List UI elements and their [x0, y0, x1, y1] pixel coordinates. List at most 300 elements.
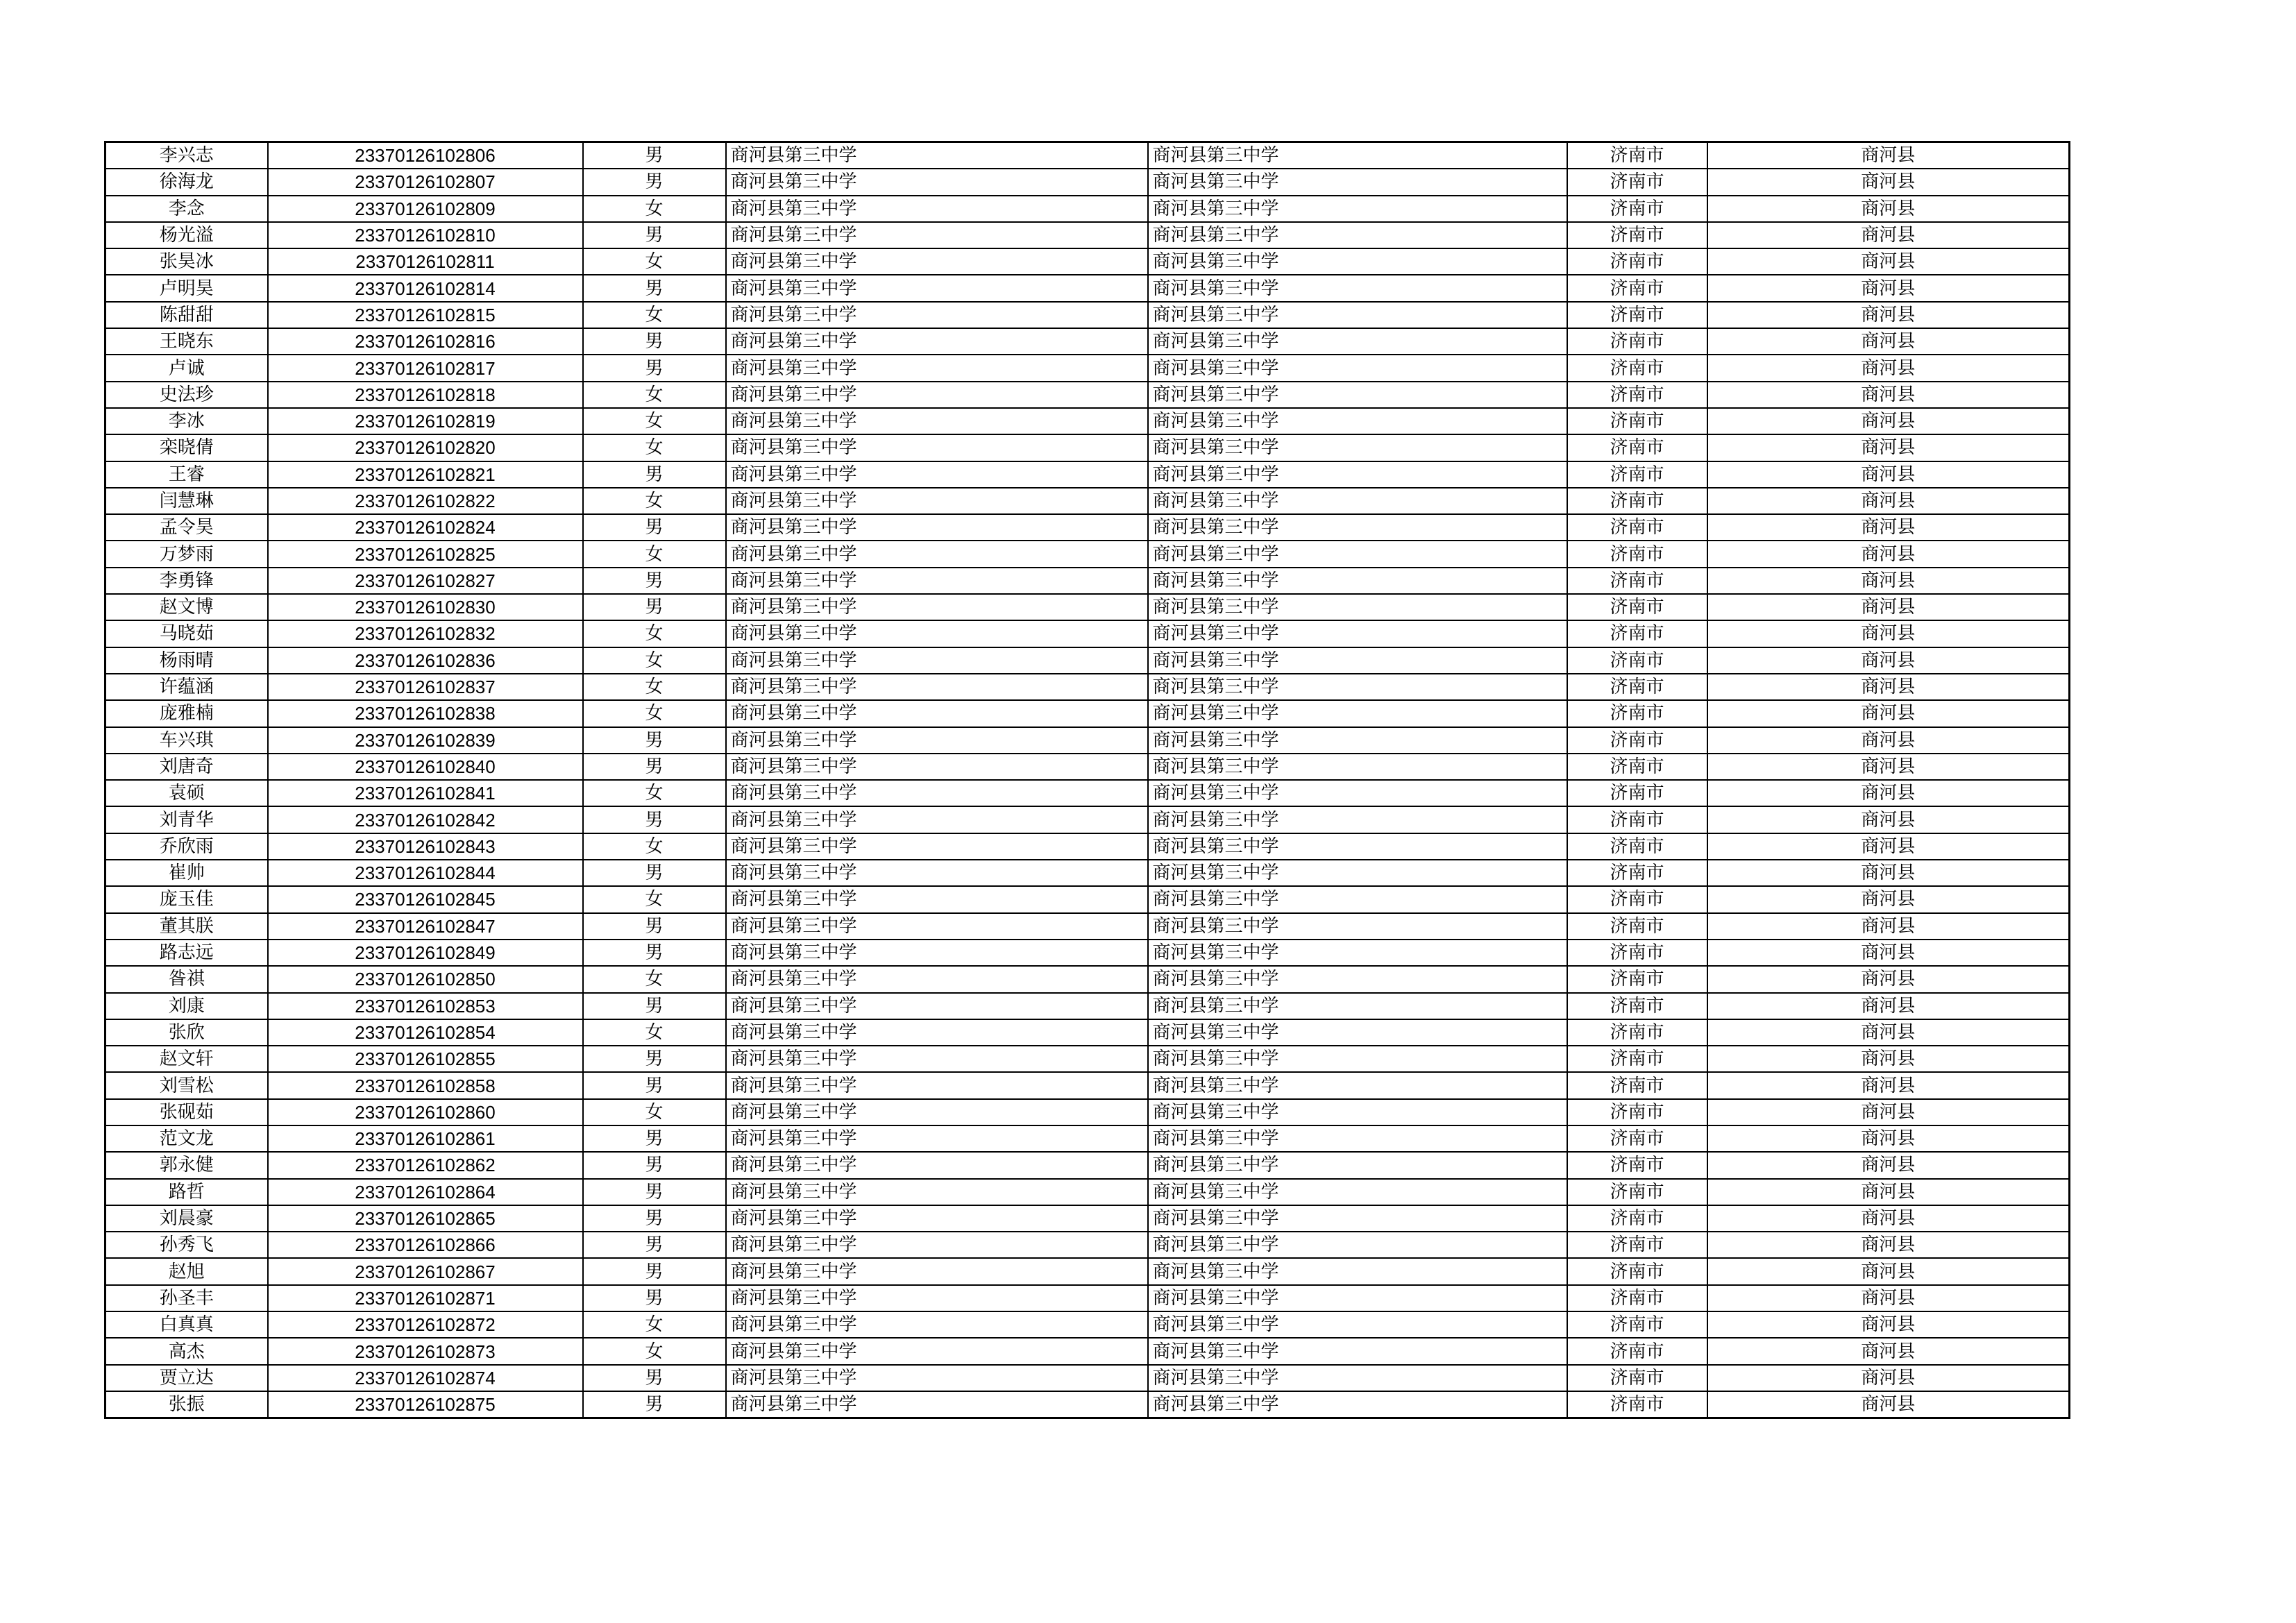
table-row [105, 355, 2070, 381]
cell-city: 济南市 [1567, 1125, 1707, 1152]
cell-city: 济南市 [1567, 674, 1707, 700]
cell-school2: 商河县第三中学 [1148, 674, 1567, 700]
cell-school: 商河县第三中学 [726, 860, 1148, 886]
cell-county: 商河县 [1707, 647, 2070, 674]
cell-name: 马晓茹 [105, 620, 268, 647]
cell-gender: 男 [583, 727, 726, 754]
cell-school: 商河县第三中学 [726, 913, 1148, 940]
table-row [105, 674, 2070, 700]
cell-school: 商河县第三中学 [726, 886, 1148, 912]
table-row [105, 1391, 2070, 1418]
table-row [105, 1365, 2070, 1391]
cell-county: 商河县 [1707, 1179, 2070, 1205]
cell-name: 李冰 [105, 408, 268, 434]
cell-id: 23370126102827 [268, 568, 583, 594]
cell-school: 商河县第三中学 [726, 727, 1148, 754]
cell-name: 白真真 [105, 1311, 268, 1338]
cell-city: 济南市 [1567, 700, 1707, 726]
cell-name: 刘晨豪 [105, 1205, 268, 1232]
cell-school: 商河县第三中学 [726, 993, 1148, 1019]
table-row [105, 806, 2070, 833]
cell-gender: 男 [583, 1365, 726, 1391]
cell-city: 济南市 [1567, 1311, 1707, 1338]
cell-school: 商河县第三中学 [726, 1311, 1148, 1338]
cell-city: 济南市 [1567, 780, 1707, 806]
cell-school: 商河县第三中学 [726, 1152, 1148, 1178]
cell-id: 23370126102837 [268, 674, 583, 700]
cell-county: 商河县 [1707, 196, 2070, 222]
cell-school: 商河县第三中学 [726, 806, 1148, 833]
cell-id: 23370126102855 [268, 1046, 583, 1072]
cell-school2: 商河县第三中学 [1148, 568, 1567, 594]
table-row [105, 514, 2070, 541]
cell-school: 商河县第三中学 [726, 940, 1148, 966]
cell-city: 济南市 [1567, 514, 1707, 541]
cell-name: 张振 [105, 1391, 268, 1418]
cell-id: 23370126102822 [268, 488, 583, 514]
cell-name: 杨雨晴 [105, 647, 268, 674]
cell-county: 商河县 [1707, 1365, 2070, 1391]
cell-id: 23370126102866 [268, 1232, 583, 1258]
cell-county: 商河县 [1707, 886, 2070, 912]
cell-school2: 商河县第三中学 [1148, 541, 1567, 567]
cell-city: 济南市 [1567, 434, 1707, 461]
cell-name: 赵文博 [105, 594, 268, 620]
table-row [105, 780, 2070, 806]
cell-city: 济南市 [1567, 196, 1707, 222]
cell-school: 商河县第三中学 [726, 222, 1148, 248]
cell-id: 23370126102821 [268, 461, 583, 488]
cell-gender: 男 [583, 169, 726, 195]
cell-gender: 女 [583, 966, 726, 992]
cell-name: 路哲 [105, 1179, 268, 1205]
cell-school: 商河县第三中学 [726, 1072, 1148, 1098]
cell-county: 商河县 [1707, 594, 2070, 620]
cell-gender: 男 [583, 1391, 726, 1418]
cell-name: 昝祺 [105, 966, 268, 992]
cell-county: 商河县 [1707, 328, 2070, 355]
cell-id: 23370126102850 [268, 966, 583, 992]
cell-id: 23370126102875 [268, 1391, 583, 1418]
cell-city: 济南市 [1567, 1179, 1707, 1205]
cell-county: 商河县 [1707, 514, 2070, 541]
cell-gender: 男 [583, 1205, 726, 1232]
cell-gender: 男 [583, 594, 726, 620]
cell-name: 史法珍 [105, 382, 268, 408]
cell-id: 23370126102841 [268, 780, 583, 806]
cell-gender: 男 [583, 1285, 726, 1311]
cell-name: 崔帅 [105, 860, 268, 886]
cell-school2: 商河县第三中学 [1148, 382, 1567, 408]
cell-county: 商河县 [1707, 1152, 2070, 1178]
cell-school2: 商河县第三中学 [1148, 488, 1567, 514]
cell-school2: 商河县第三中学 [1148, 966, 1567, 992]
cell-gender: 男 [583, 1046, 726, 1072]
cell-id: 23370126102871 [268, 1285, 583, 1311]
cell-school2: 商河县第三中学 [1148, 700, 1567, 726]
cell-city: 济南市 [1567, 754, 1707, 780]
cell-school2: 商河县第三中学 [1148, 727, 1567, 754]
cell-school: 商河县第三中学 [726, 1258, 1148, 1284]
cell-gender: 女 [583, 248, 726, 275]
cell-name: 王睿 [105, 461, 268, 488]
cell-name: 李兴志 [105, 142, 268, 169]
cell-id: 23370126102820 [268, 434, 583, 461]
cell-school2: 商河县第三中学 [1148, 1258, 1567, 1284]
cell-school2: 商河县第三中学 [1148, 754, 1567, 780]
cell-gender: 男 [583, 514, 726, 541]
cell-school: 商河县第三中学 [726, 1205, 1148, 1232]
table-row [105, 1152, 2070, 1178]
cell-school2: 商河县第三中学 [1148, 647, 1567, 674]
cell-city: 济南市 [1567, 913, 1707, 940]
cell-id: 23370126102872 [268, 1311, 583, 1338]
table-row [105, 1285, 2070, 1311]
cell-gender: 男 [583, 913, 726, 940]
cell-school2: 商河县第三中学 [1148, 514, 1567, 541]
cell-gender: 女 [583, 780, 726, 806]
table-row [105, 1258, 2070, 1284]
cell-name: 许蕴涵 [105, 674, 268, 700]
cell-gender: 男 [583, 275, 726, 301]
cell-school2: 商河县第三中学 [1148, 169, 1567, 195]
cell-county: 商河县 [1707, 674, 2070, 700]
cell-school2: 商河县第三中学 [1148, 461, 1567, 488]
cell-city: 济南市 [1567, 328, 1707, 355]
cell-school2: 商河县第三中学 [1148, 833, 1567, 860]
cell-school: 商河县第三中学 [726, 142, 1148, 169]
cell-school: 商河县第三中学 [726, 248, 1148, 275]
cell-school2: 商河县第三中学 [1148, 142, 1567, 169]
cell-city: 济南市 [1567, 1338, 1707, 1364]
cell-city: 济南市 [1567, 275, 1707, 301]
cell-school: 商河县第三中学 [726, 328, 1148, 355]
cell-city: 济南市 [1567, 1046, 1707, 1072]
cell-school2: 商河县第三中学 [1148, 222, 1567, 248]
cell-school2: 商河县第三中学 [1148, 1125, 1567, 1152]
cell-city: 济南市 [1567, 806, 1707, 833]
cell-county: 商河县 [1707, 355, 2070, 381]
cell-gender: 女 [583, 488, 726, 514]
cell-school: 商河县第三中学 [726, 1125, 1148, 1152]
cell-id: 23370126102864 [268, 1179, 583, 1205]
cell-name: 孙秀飞 [105, 1232, 268, 1258]
cell-name: 庞雅楠 [105, 700, 268, 726]
cell-county: 商河县 [1707, 620, 2070, 647]
cell-county: 商河县 [1707, 993, 2070, 1019]
cell-name: 庞玉佳 [105, 886, 268, 912]
cell-gender: 男 [583, 568, 726, 594]
cell-gender: 男 [583, 1232, 726, 1258]
cell-school2: 商河县第三中学 [1148, 1019, 1567, 1046]
cell-school2: 商河县第三中学 [1148, 940, 1567, 966]
cell-school2: 商河县第三中学 [1148, 1391, 1567, 1418]
cell-id: 23370126102839 [268, 727, 583, 754]
cell-id: 23370126102865 [268, 1205, 583, 1232]
cell-gender: 女 [583, 620, 726, 647]
cell-gender: 女 [583, 302, 726, 328]
table-row [105, 1205, 2070, 1232]
cell-school: 商河县第三中学 [726, 1391, 1148, 1418]
cell-city: 济南市 [1567, 1365, 1707, 1391]
cell-school: 商河县第三中学 [726, 568, 1148, 594]
cell-id: 23370126102816 [268, 328, 583, 355]
cell-school2: 商河县第三中学 [1148, 328, 1567, 355]
cell-county: 商河县 [1707, 833, 2070, 860]
cell-school: 商河县第三中学 [726, 620, 1148, 647]
cell-school: 商河县第三中学 [726, 434, 1148, 461]
cell-id: 23370126102815 [268, 302, 583, 328]
table-row [105, 1311, 2070, 1338]
cell-id: 23370126102838 [268, 700, 583, 726]
cell-gender: 男 [583, 461, 726, 488]
cell-gender: 男 [583, 355, 726, 381]
cell-county: 商河县 [1707, 434, 2070, 461]
cell-city: 济南市 [1567, 886, 1707, 912]
cell-name: 张砚茹 [105, 1099, 268, 1125]
cell-id: 23370126102809 [268, 196, 583, 222]
table-row [105, 754, 2070, 780]
cell-name: 车兴琪 [105, 727, 268, 754]
cell-gender: 女 [583, 408, 726, 434]
cell-school: 商河县第三中学 [726, 647, 1148, 674]
cell-city: 济南市 [1567, 382, 1707, 408]
cell-county: 商河县 [1707, 1019, 2070, 1046]
cell-gender: 男 [583, 806, 726, 833]
cell-gender: 女 [583, 1338, 726, 1364]
cell-county: 商河县 [1707, 913, 2070, 940]
cell-school2: 商河县第三中学 [1148, 248, 1567, 275]
cell-school: 商河县第三中学 [726, 514, 1148, 541]
cell-id: 23370126102832 [268, 620, 583, 647]
cell-gender: 女 [583, 1099, 726, 1125]
cell-county: 商河县 [1707, 408, 2070, 434]
cell-school: 商河县第三中学 [726, 488, 1148, 514]
table-row [105, 248, 2070, 275]
cell-name: 王晓东 [105, 328, 268, 355]
cell-county: 商河县 [1707, 1046, 2070, 1072]
cell-gender: 女 [583, 833, 726, 860]
cell-school: 商河县第三中学 [726, 382, 1148, 408]
cell-name: 李念 [105, 196, 268, 222]
cell-school2: 商河县第三中学 [1148, 1072, 1567, 1098]
cell-id: 23370126102817 [268, 355, 583, 381]
cell-gender: 男 [583, 940, 726, 966]
table-row [105, 275, 2070, 301]
cell-city: 济南市 [1567, 222, 1707, 248]
cell-name: 刘唐奇 [105, 754, 268, 780]
cell-name: 陈甜甜 [105, 302, 268, 328]
cell-school: 商河县第三中学 [726, 1019, 1148, 1046]
cell-school2: 商河县第三中学 [1148, 1285, 1567, 1311]
cell-name: 闫慧琳 [105, 488, 268, 514]
cell-city: 济南市 [1567, 727, 1707, 754]
cell-gender: 女 [583, 886, 726, 912]
cell-school2: 商河县第三中学 [1148, 1046, 1567, 1072]
cell-id: 23370126102842 [268, 806, 583, 833]
cell-school2: 商河县第三中学 [1148, 302, 1567, 328]
cell-name: 杨光溢 [105, 222, 268, 248]
cell-city: 济南市 [1567, 302, 1707, 328]
table-row [105, 382, 2070, 408]
cell-id: 23370126102825 [268, 541, 583, 567]
cell-school2: 商河县第三中学 [1148, 1099, 1567, 1125]
cell-city: 济南市 [1567, 169, 1707, 195]
cell-id: 23370126102819 [268, 408, 583, 434]
cell-school2: 商河县第三中学 [1148, 1179, 1567, 1205]
cell-id: 23370126102836 [268, 647, 583, 674]
table-row [105, 488, 2070, 514]
cell-county: 商河县 [1707, 940, 2070, 966]
cell-city: 济南市 [1567, 993, 1707, 1019]
cell-gender: 女 [583, 434, 726, 461]
cell-county: 商河县 [1707, 1285, 2070, 1311]
cell-school: 商河县第三中学 [726, 275, 1148, 301]
cell-school2: 商河县第三中学 [1148, 993, 1567, 1019]
cell-name: 贾立达 [105, 1365, 268, 1391]
cell-name: 路志远 [105, 940, 268, 966]
cell-name: 刘青华 [105, 806, 268, 833]
cell-gender: 男 [583, 1179, 726, 1205]
cell-city: 济南市 [1567, 1072, 1707, 1098]
cell-id: 23370126102824 [268, 514, 583, 541]
cell-school: 商河县第三中学 [726, 541, 1148, 567]
table-row [105, 700, 2070, 726]
cell-id: 23370126102874 [268, 1365, 583, 1391]
cell-county: 商河县 [1707, 700, 2070, 726]
cell-city: 济南市 [1567, 620, 1707, 647]
cell-school: 商河县第三中学 [726, 302, 1148, 328]
cell-school2: 商河县第三中学 [1148, 1152, 1567, 1178]
cell-school: 商河县第三中学 [726, 355, 1148, 381]
cell-city: 济南市 [1567, 1258, 1707, 1284]
cell-city: 济南市 [1567, 142, 1707, 169]
cell-county: 商河县 [1707, 860, 2070, 886]
cell-county: 商河县 [1707, 461, 2070, 488]
cell-school: 商河县第三中学 [726, 966, 1148, 992]
cell-id: 23370126102845 [268, 886, 583, 912]
cell-name: 徐海龙 [105, 169, 268, 195]
cell-id: 23370126102849 [268, 940, 583, 966]
table-row [105, 169, 2070, 195]
cell-id: 23370126102858 [268, 1072, 583, 1098]
cell-city: 济南市 [1567, 940, 1707, 966]
cell-id: 23370126102861 [268, 1125, 583, 1152]
cell-name: 刘雪松 [105, 1072, 268, 1098]
cell-id: 23370126102860 [268, 1099, 583, 1125]
cell-gender: 男 [583, 1258, 726, 1284]
cell-school2: 商河县第三中学 [1148, 620, 1567, 647]
cell-school: 商河县第三中学 [726, 1046, 1148, 1072]
cell-county: 商河县 [1707, 1072, 2070, 1098]
cell-county: 商河县 [1707, 568, 2070, 594]
table-row [105, 196, 2070, 222]
cell-id: 23370126102867 [268, 1258, 583, 1284]
cell-name: 赵旭 [105, 1258, 268, 1284]
cell-name: 郭永健 [105, 1152, 268, 1178]
cell-city: 济南市 [1567, 1391, 1707, 1418]
cell-name: 袁硕 [105, 780, 268, 806]
cell-name: 李勇锋 [105, 568, 268, 594]
cell-city: 济南市 [1567, 647, 1707, 674]
cell-school2: 商河县第三中学 [1148, 355, 1567, 381]
cell-gender: 女 [583, 196, 726, 222]
student-roster-table [104, 141, 2070, 1419]
cell-school: 商河县第三中学 [726, 408, 1148, 434]
cell-city: 济南市 [1567, 461, 1707, 488]
table-row [105, 1232, 2070, 1258]
cell-city: 济南市 [1567, 966, 1707, 992]
cell-county: 商河县 [1707, 382, 2070, 408]
cell-county: 商河县 [1707, 1232, 2070, 1258]
cell-name: 董其朕 [105, 913, 268, 940]
cell-gender: 男 [583, 1125, 726, 1152]
cell-name: 张欣 [105, 1019, 268, 1046]
table-row [105, 1046, 2070, 1072]
cell-city: 济南市 [1567, 860, 1707, 886]
cell-school: 商河县第三中学 [726, 700, 1148, 726]
cell-county: 商河县 [1707, 248, 2070, 275]
cell-city: 济南市 [1567, 568, 1707, 594]
table-row [105, 222, 2070, 248]
cell-school: 商河县第三中学 [726, 461, 1148, 488]
cell-school2: 商河县第三中学 [1148, 886, 1567, 912]
cell-county: 商河县 [1707, 541, 2070, 567]
cell-gender: 男 [583, 142, 726, 169]
cell-gender: 男 [583, 1152, 726, 1178]
cell-city: 济南市 [1567, 408, 1707, 434]
table-row [105, 833, 2070, 860]
table-row [105, 886, 2070, 912]
cell-gender: 女 [583, 1311, 726, 1338]
cell-school: 商河县第三中学 [726, 674, 1148, 700]
cell-school: 商河县第三中学 [726, 1365, 1148, 1391]
cell-name: 乔欣雨 [105, 833, 268, 860]
cell-id: 23370126102843 [268, 833, 583, 860]
cell-city: 济南市 [1567, 594, 1707, 620]
cell-school: 商河县第三中学 [726, 833, 1148, 860]
table-row [105, 966, 2070, 992]
cell-school2: 商河县第三中学 [1148, 1232, 1567, 1258]
table-row [105, 568, 2070, 594]
table-row [105, 647, 2070, 674]
roster-body [105, 142, 2070, 1418]
table-row [105, 993, 2070, 1019]
cell-school2: 商河县第三中学 [1148, 780, 1567, 806]
cell-gender: 女 [583, 541, 726, 567]
cell-school2: 商河县第三中学 [1148, 806, 1567, 833]
table-row [105, 727, 2070, 754]
cell-id: 23370126102807 [268, 169, 583, 195]
cell-id: 23370126102840 [268, 754, 583, 780]
cell-county: 商河县 [1707, 169, 2070, 195]
cell-name: 孟令昊 [105, 514, 268, 541]
cell-gender: 男 [583, 754, 726, 780]
cell-school2: 商河县第三中学 [1148, 1365, 1567, 1391]
cell-id: 23370126102806 [268, 142, 583, 169]
cell-school2: 商河县第三中学 [1148, 860, 1567, 886]
table-row [105, 434, 2070, 461]
cell-id: 23370126102814 [268, 275, 583, 301]
cell-city: 济南市 [1567, 541, 1707, 567]
table-row [105, 1099, 2070, 1125]
cell-school2: 商河县第三中学 [1148, 1205, 1567, 1232]
cell-id: 23370126102862 [268, 1152, 583, 1178]
cell-gender: 女 [583, 700, 726, 726]
table-row [105, 620, 2070, 647]
cell-county: 商河县 [1707, 1099, 2070, 1125]
cell-school: 商河县第三中学 [726, 780, 1148, 806]
